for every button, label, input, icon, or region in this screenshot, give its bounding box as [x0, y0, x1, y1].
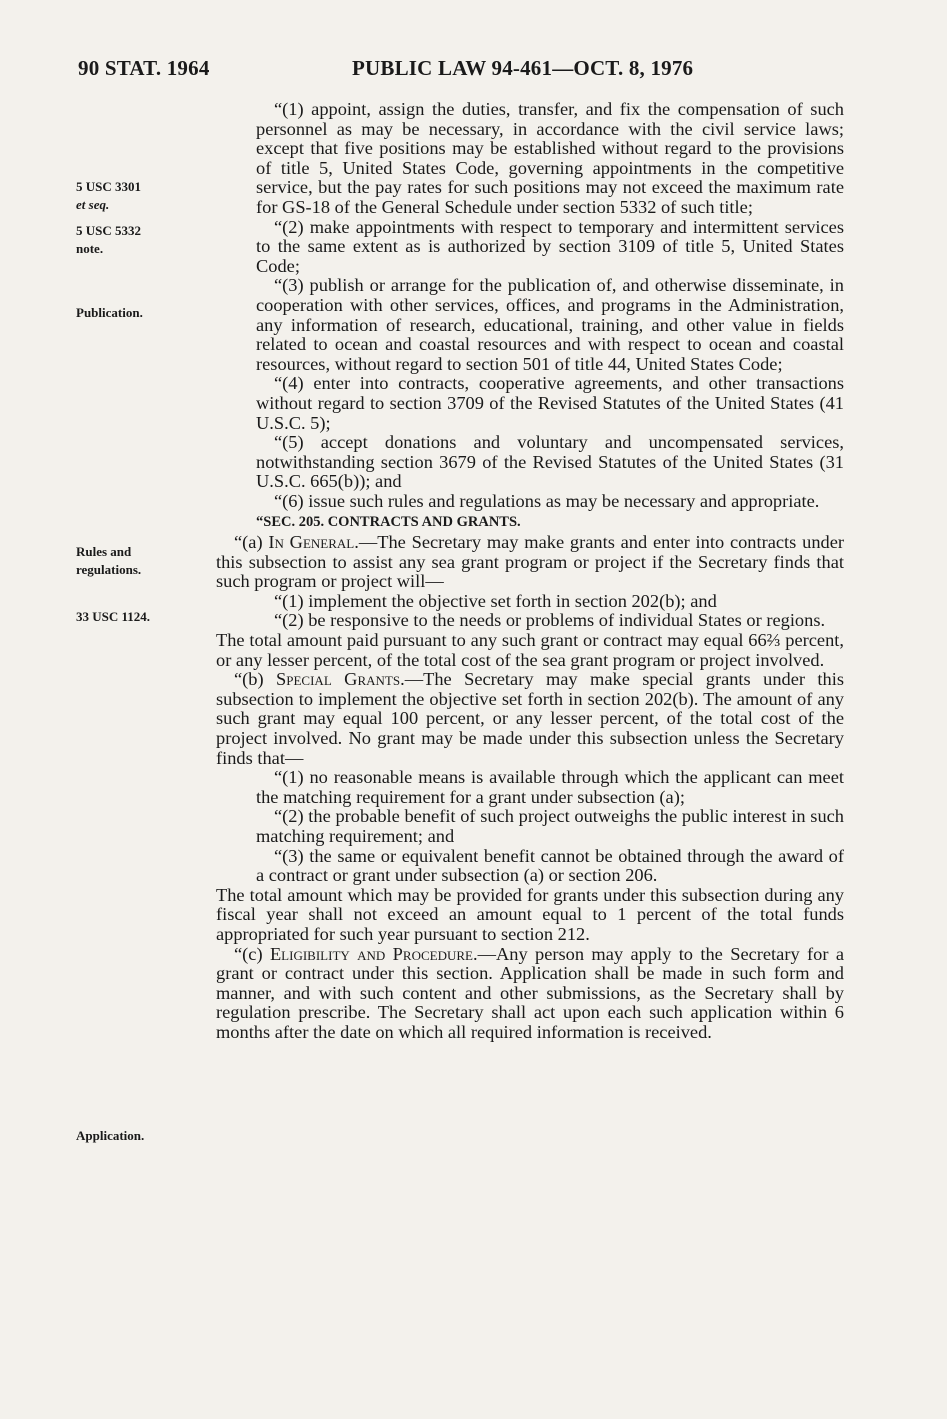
subsection-a-2: “(2) be responsive to the needs or problems of individual States or regions. [274, 610, 826, 631]
section-heading: “SEC. 205. CONTRACTS AND GRANTS. [256, 514, 521, 531]
subsection-b-total: The total amount which may be provided for grants under this subsection during any fiscal year shall not exceed an amount equal to 1 percent of the total funds appropriated for such year pursuant to section 212. [216, 884, 844, 944]
paragraph-1: “(1) appoint, assign the duties, transfer, and fix the compensation of such personnel as may be necessary, in accordance with the civil service laws; except that five positions may be established without regard to the provisions of title 5, United States Code, governing appointments in the competitive service, but the pay rates for such positions may not exceed the maximum rate for GS-18 of the General Schedule under section 5332 of such title; [256, 99, 844, 217]
statute-page-number: 90 STAT. 1964 [78, 56, 210, 80]
subsection-c: “(c) Eligibility and Procedure.—Any person may apply to the Secretary for a grant or contract under this section. Application shall be made in such form and manner, and with such content and other submissions, as the Secretary shall by regulation prescribe. The Secretary shall act upon each such application within 6 months after the date on which all required information is received. [216, 943, 845, 1042]
paragraph-6: “(6) issue such rules and regulations as may be necessary and appropriate. [274, 490, 820, 511]
subsection-b: “(b) Special Grants.—The Secretary may make special grants under this subsection to implement the objective set forth in section 202(b). The amount of any such grant may equal 100 percent, or any lesser percent, of the total cost of the project involved. No grant may be made under this subsection unless the Secretary finds that— [216, 669, 844, 768]
subsection-b-3: “(3) the same or equivalent benefit cannot be obtained through the award of a contract or grant under subsection (a) or section 206. [256, 845, 844, 886]
subsection-a: “(a) In General.—The Secretary may make grants and enter into contracts under this subsection to assist any sea grant program or project if the Secretary finds that such program or project will— [216, 532, 844, 592]
margin-note-rules: Rules and regulations. [76, 544, 142, 577]
subsection-b-2: “(2) the probable benefit of such project outweighs the public interest in such matching requirement; and [256, 806, 844, 846]
margin-note-publication: Publication. [76, 305, 143, 320]
statute-text [216, 100, 844, 1043]
running-header: PUBLIC LAW 94-461—OCT. 8, 1976 [352, 56, 694, 80]
subsection-a-total: The total amount paid pursuant to any such grant or contract may equal 66⅔ percent, or any lesser percent, of the total cost of the sea grant program or project involved. [216, 630, 844, 670]
margin-note-usc-5332: 5 USC 5332 note. [76, 223, 142, 256]
subsection-b-1: “(1) no reasonable means is available through which the applicant can meet the matching requirement for a grant under subsection (a); [256, 767, 844, 807]
paragraph-2: “(2) make appointments with respect to temporary and intermittent services to the same extent as is authorized by section 3109 of title 5, United States Code; [256, 216, 844, 276]
margin-note-usc-3301: 5 USC 3301 et seq. [76, 179, 142, 212]
margin-note-usc-1124: 33 USC 1124. [76, 609, 151, 624]
paragraph-4: “(4) enter into contracts, cooperative agreements, and other transactions without regard to section 3709 of the Revised Statutes of the United States (41 U.S.C. 5); [256, 373, 844, 433]
paragraph-5: “(5) accept donations and voluntary and uncompensated services, notwithstanding section 3679 of the Revised Statutes of the United States (31 U.S.C. 665(b)); and [256, 432, 844, 492]
subsection-a-caption: In General [268, 532, 355, 553]
subsection-a-1: “(1) implement the objective set forth in section 202(b); and [274, 590, 717, 611]
subsection-b-caption: Special Grants [276, 669, 401, 690]
subsection-c-caption: Eligibility and Procedure [269, 943, 473, 964]
margin-note-application: Application. [76, 1128, 145, 1143]
paragraph-3: “(3) publish or arrange for the publication of, and otherwise disseminate, in cooperation with other services, offices, and programs in the Administration, any information of research, educational, training, and other value in fields related to ocean and coastal resources and with respect to ocean and coastal resources, without regard to section 501 of title 44, United States Code; [256, 275, 844, 374]
